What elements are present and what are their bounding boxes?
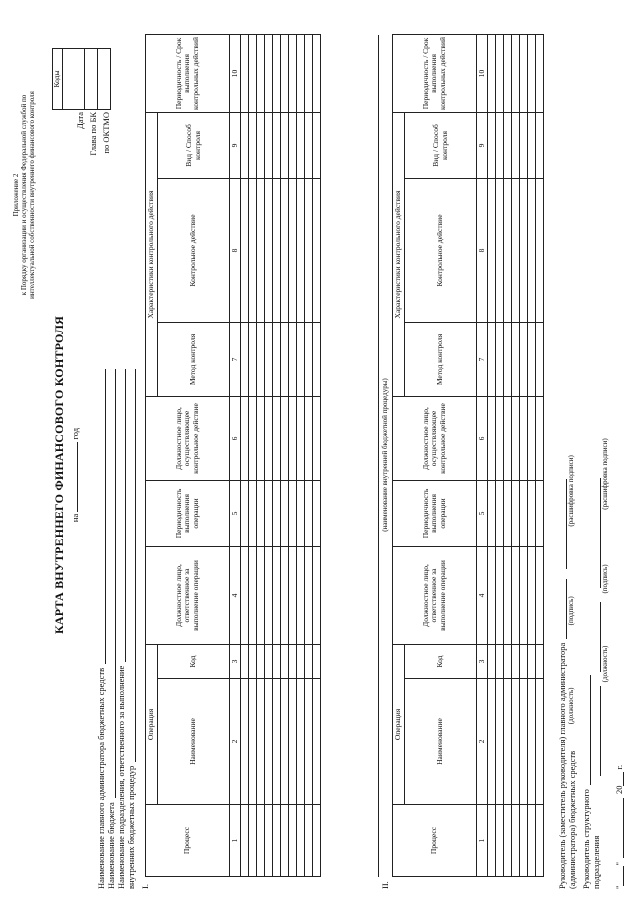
- col-name-header: Наименование: [405, 679, 477, 805]
- col-code-header: Код: [158, 644, 230, 678]
- table-row: [249, 34, 257, 876]
- header-fields: [96, 369, 136, 889]
- field-admin-label: Наименование главного администратора бюджетных средств: [96, 667, 106, 889]
- page-title: КАРТА ВНУТРЕННЕГО ФИНАНСОВОГО КОНТРОЛЯ: [52, 316, 66, 635]
- codes-table: [52, 48, 111, 110]
- sig-unit-line: [590, 675, 591, 785]
- col-type-header: Вид / Способ контроля: [158, 112, 230, 178]
- col-operations-header: Операция: [146, 644, 158, 804]
- col-number: 5: [477, 480, 488, 546]
- col-responsible-header: Должностное лицо, ответственное за выполнение операции: [146, 546, 230, 644]
- col-process-header: Процесс: [146, 805, 230, 877]
- col-number: 8: [477, 178, 488, 322]
- sig-head-label-cont: (администратора) бюджетных средств: [567, 750, 577, 889]
- table-row: [305, 34, 313, 876]
- caption-position: (должность): [567, 687, 575, 725]
- codes-budget-chapter-label: Глава по БК: [88, 112, 98, 156]
- col-number: 10: [477, 34, 488, 112]
- table-row: [289, 34, 297, 876]
- col-action-header: Контрольное действие: [158, 178, 230, 322]
- sig-head-label: Руководитель (заместитель руководителя) главного администратора: [557, 642, 567, 889]
- date-month-line: [623, 798, 624, 858]
- table-row: [281, 34, 289, 876]
- sig-unit-label: Руководитель структурного: [581, 789, 591, 889]
- field-unit-line: [125, 369, 126, 662]
- section-2-table: [392, 34, 544, 877]
- col-number: 7: [477, 322, 488, 396]
- period-suffix: год: [70, 427, 80, 440]
- table-row: [265, 34, 273, 876]
- col-number: 10: [230, 34, 241, 112]
- caption-decoding-2: (расшифровка подписи): [601, 438, 609, 510]
- table-row: [520, 34, 528, 876]
- col-characteristics-header: Характеристики контрольного действия: [393, 112, 405, 396]
- table-row: [536, 34, 544, 876]
- date-close-quote: ": [614, 862, 624, 866]
- table-row: [313, 34, 321, 876]
- col-type-header: Вид / Способ контроля: [405, 112, 477, 178]
- col-frequency-header: Периодичность выполнения операции: [393, 480, 477, 546]
- col-action-header: Контрольное действие: [405, 178, 477, 322]
- col-number: 6: [230, 396, 241, 480]
- period-prefix: на: [70, 513, 80, 523]
- codes-oktmo-cell: [98, 49, 111, 110]
- col-operations-header: Операция: [393, 644, 405, 804]
- table-row: [496, 34, 504, 876]
- appendix-header: [12, 45, 36, 345]
- col-number: 1: [477, 805, 488, 877]
- table-row: [488, 34, 496, 876]
- date-year-line: [623, 772, 624, 786]
- section-1-marker: I.: [140, 884, 150, 889]
- appendix-number: Приложение 2: [12, 173, 20, 217]
- field-budget-label: Наименование бюджета: [106, 802, 116, 889]
- col-number: 1: [230, 805, 241, 877]
- table-row: [528, 34, 536, 876]
- procedure-line: [378, 35, 379, 877]
- table-row: [504, 34, 512, 876]
- col-number: 3: [477, 644, 488, 678]
- procedure-caption: (наименование внутренней бюджетной процедуры): [381, 378, 389, 532]
- col-number: 3: [230, 644, 241, 678]
- table-row: [241, 34, 249, 876]
- caption-signature-2: (подпись): [601, 564, 609, 594]
- field-unit-label: Наименование подразделения, ответственного за выполнение: [116, 665, 126, 889]
- field-admin-line: [105, 369, 106, 664]
- col-number: 2: [477, 679, 488, 805]
- col-periodicity-header: Периодичность / Срок выполнения контрольных действий: [146, 34, 230, 112]
- table-row: [297, 34, 305, 876]
- caption-decoding: (расшифровка подписи): [567, 455, 575, 527]
- field-unit-cont-label: внутренних бюджетных процедур: [126, 765, 136, 889]
- col-method-header: Метод контроля: [405, 322, 477, 396]
- codes-budget-chapter-cell: [85, 49, 98, 110]
- sig-unit-label-cont: подразделения: [591, 835, 601, 889]
- col-number: 7: [230, 322, 241, 396]
- col-process-header: Процесс: [393, 805, 477, 877]
- col-number: 5: [230, 480, 241, 546]
- caption-position-2: (должность): [601, 645, 609, 683]
- col-number: 4: [477, 546, 488, 644]
- col-name-header: Наименование: [158, 679, 230, 805]
- col-controller-header: Должностное лицо, осуществляющее контрольное действие: [146, 396, 230, 480]
- date-open-quote: ": [614, 885, 624, 889]
- codes-date-cell: [63, 49, 85, 110]
- caption-signature: (подпись): [567, 596, 575, 626]
- codes-oktmo-label: по ОКТМО: [101, 112, 111, 154]
- table-row: [257, 34, 265, 876]
- col-number: 2: [230, 679, 241, 805]
- col-periodicity-header: Периодичность / Срок выполнения контрольных действий: [393, 34, 477, 112]
- col-characteristics-header: Характеристики контрольного действия: [146, 112, 158, 396]
- section-2-marker: II.: [380, 881, 390, 889]
- year-blank: [77, 442, 78, 512]
- codes-header: Коды: [53, 49, 63, 110]
- date-century: 20: [614, 785, 624, 795]
- col-number: 6: [477, 396, 488, 480]
- col-code-header: Код: [405, 644, 477, 678]
- col-method-header: Метод контроля: [158, 322, 230, 396]
- appendix-line-1: к Порядку организации и осуществления Федеральной службой по: [20, 94, 28, 296]
- date-year-suffix: г.: [614, 764, 624, 770]
- period-line: [70, 375, 80, 575]
- col-responsible-header: Должностное лицо, ответственное за выполнение операции: [393, 546, 477, 644]
- col-frequency-header: Периодичность выполнения операции: [146, 480, 230, 546]
- col-number: 9: [477, 112, 488, 178]
- date-day-line: [623, 866, 624, 886]
- col-number: 9: [230, 112, 241, 178]
- appendix-line-2: интеллектуальной собственности внутреннего финансового контроля: [28, 91, 36, 299]
- col-number: 4: [230, 546, 241, 644]
- col-number: 8: [230, 178, 241, 322]
- table-row: [273, 34, 281, 876]
- signature-block: [557, 329, 624, 889]
- field-unit-cont-line: [135, 369, 136, 762]
- section-1-table: [145, 34, 321, 877]
- table-row: [512, 34, 520, 876]
- codes-date-label: Дата: [75, 112, 85, 129]
- col-controller-header: Должностное лицо, осуществляющее контрольное действие: [393, 396, 477, 480]
